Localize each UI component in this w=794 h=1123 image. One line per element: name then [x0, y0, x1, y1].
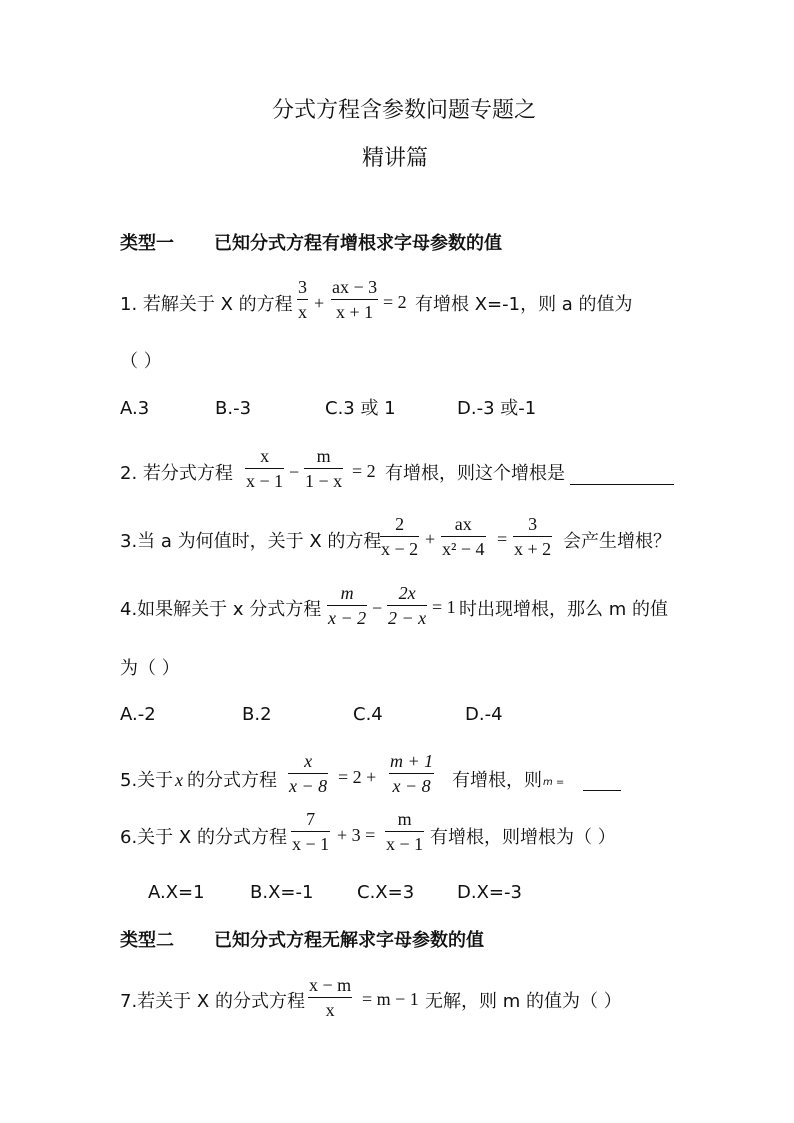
q1-option-b: B.-3 — [215, 398, 252, 419]
type1-label: 类型一 — [120, 233, 174, 254]
q3-equals: = — [497, 529, 508, 549]
q5-mid: 的分式方程 — [187, 770, 277, 791]
page-subtitle: 精讲篇 — [362, 146, 429, 171]
q1-equals: = 2 — [383, 292, 407, 312]
q5-fraction-2: $\frac{m + 1}{x - 8}$ — [390, 751, 434, 796]
q6-prefix: 6.关于 X 的分式方程 — [120, 827, 287, 848]
q2-suffix: 有增根，则这个增根是 — [385, 463, 565, 484]
q5-suffix: 有增根，则 — [452, 770, 542, 791]
q4-fraction-1: $\frac{m}{x - 2}$ — [328, 583, 367, 628]
q5-variable: x — [175, 770, 183, 790]
q5-prefix: 5.关于 — [120, 770, 174, 791]
q2-answer-blank — [570, 484, 674, 485]
q4-option-b: B.2 — [242, 704, 272, 725]
q5-equals: = 2 + — [338, 767, 377, 787]
q4-option-c: C.4 — [353, 704, 383, 725]
q2-equals: = 2 — [352, 461, 376, 481]
q6-fraction-2: $\frac{m}{x - 1}$ — [386, 809, 424, 854]
type2-heading: 已知分式方程无解求字母参数的值 — [214, 930, 484, 951]
q6-option-d: D.X=-3 — [457, 882, 522, 903]
q5-m-label: m = — [543, 777, 565, 788]
q4-suffix: 时出现增根，那么 m 的值 — [459, 599, 668, 620]
q3-plus: + — [425, 529, 436, 549]
q4-prefix: 4.如果解关于 x 分式方程 — [120, 599, 322, 620]
q7-suffix: 无解，则 m 的值为（ ） — [425, 991, 622, 1012]
q1-prefix: 1. 若解关于 X 的方程 — [120, 294, 293, 315]
q1-suffix: 有增根 X=-1，则 a 的值为 — [415, 294, 633, 315]
q4-option-a: A.-2 — [120, 704, 156, 725]
type2-label: 类型二 — [120, 930, 174, 951]
q2-fraction-2: $\frac{m}{1 - x}$ — [305, 446, 343, 491]
q5-fraction-1: $\frac{x}{x - 8}$ — [289, 751, 328, 796]
q6-option-b: B.X=-1 — [250, 882, 314, 903]
q2-minus: − — [289, 462, 300, 482]
q2-fraction-1: $\frac{x}{x - 1}$ — [246, 446, 284, 491]
q6-option-c: C.X=3 — [357, 882, 415, 903]
q4-fraction-2: $\frac{2x}{2 - x}$ — [388, 583, 427, 628]
q6-fraction-1: $\frac{7}{x - 1}$ — [292, 809, 330, 854]
q3-fraction-2: $\frac{ax}{\text{x² − 4}}$ — [442, 514, 485, 559]
q5-answer-blank — [583, 790, 621, 791]
q1-option-c: C.3 或 1 — [325, 398, 396, 419]
q3-fraction-1: $\frac{2}{x - 2}$ — [381, 514, 419, 559]
q1-fraction-2: $\frac{ax - 3}{x + 1}$ — [332, 277, 378, 322]
q4-option-d: D.-4 — [465, 704, 503, 725]
q6-option-a: A.X=1 — [148, 882, 205, 903]
q3-prefix: 3.当 a 为何值时，关于 X 的方程 — [120, 531, 382, 552]
q6-plus-three: + 3 = — [337, 825, 376, 845]
q4-equals: = 1 — [432, 597, 456, 617]
q6-suffix: 有增根，则增根为（ ） — [430, 827, 616, 848]
q1-plus: + — [314, 293, 325, 313]
q1-option-d: D.-3 或-1 — [457, 398, 537, 419]
q1-option-a: A.3 — [120, 398, 150, 419]
type1-heading: 已知分式方程有增根求字母参数的值 — [214, 233, 502, 254]
page-title: 分式方程含参数问题专题之 — [272, 98, 537, 123]
q7-prefix: 7.若关于 X 的分式方程 — [120, 991, 305, 1012]
q4-line2: 为（ ） — [120, 658, 180, 679]
q3-suffix: 会产生增根？ — [563, 531, 671, 552]
q2-prefix: 2. 若分式方程 — [120, 463, 233, 484]
q3-fraction-3: $\frac{3}{x + 2}$ — [514, 514, 552, 559]
q1-answer-paren: （ ） — [120, 351, 162, 372]
q1-fraction-1: $\frac{3}{x}$ — [298, 277, 307, 322]
q4-minus: − — [372, 598, 383, 618]
q7-equals: = m − 1 — [362, 989, 419, 1009]
q7-fraction-1: $\frac{x - m}{x}$ — [309, 975, 352, 1020]
